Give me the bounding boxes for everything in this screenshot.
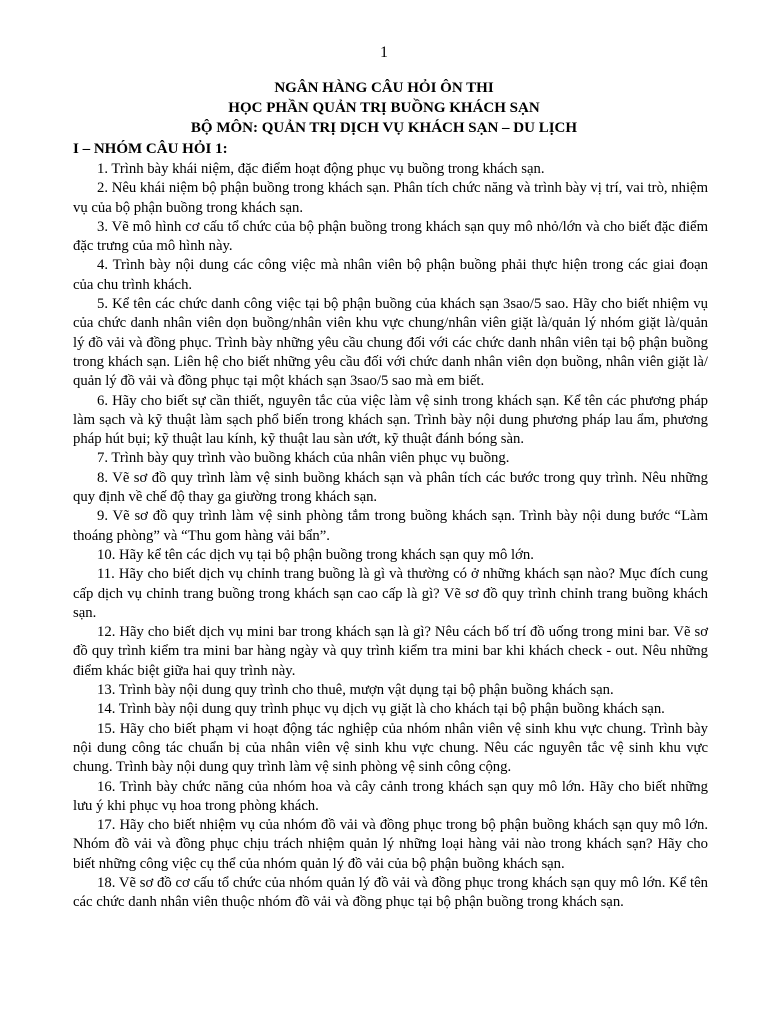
question-item: 7. Trình bày quy trình vào buồng khách của nhân viên phục vụ buồng.	[97, 450, 510, 467]
question-item: 2. Nêu khái niệm bộ phận buồng trong khách sạn. Phân tích chức năng và trình bày vị trí, vai trò, nhiệm vụ của bộ phận buồng trong khách sạn.	[73, 180, 708, 216]
question-item: 10. Hãy kể tên các dịch vụ tại bộ phận buồng trong khách sạn quy mô lớn.	[97, 546, 534, 563]
question-item: 17. Hãy cho biết nhiệm vụ của nhóm đồ vải và đồng phục trong bộ phận buồng khách sạn quy mô lớn. Nhóm đồ vải và đồng phục chịu trách nhiệm quản lý những loại hàng vải nào trong khách sạn? Hãy cho biết những công việc cụ thể của nhóm quản lý đồ vải của bộ phận buồng khách sạn.	[73, 817, 708, 872]
question-item: 14. Trình bày nội dung quy trình phục vụ dịch vụ giặt là cho khách tại bộ phận buồng khách sạn.	[97, 701, 665, 718]
header-title-line-3: BỘ MÔN: QUẢN TRỊ DỊCH VỤ KHÁCH SẠN – DU LỊCH	[190, 120, 578, 136]
question-item: 18. Vẽ sơ đồ cơ cấu tổ chức của nhóm quản lý đồ vải và đồng phục trong khách sạn quy mô lớn. Kể tên các chức danh nhân viên thuộc nhóm đồ vải và đồng phục tại bộ phận buồng trong khách sạn.	[73, 874, 708, 911]
question-item: 11. Hãy cho biết dịch vụ chỉnh trang buồng là gì và thường có ở những khách sạn nào? Mục đích cung cấp dịch vụ chỉnh trang buồng trong khách sạn cao cấp là gì? Vẽ sơ đồ quy trình chỉnh trang buồng khách sạn.	[73, 566, 708, 621]
header-title-line-1: NGÂN HÀNG CÂU HỎI ÔN THI	[274, 80, 494, 96]
question-item: 13. Trình bày nội dung quy trình cho thuê, mượn vật dụng tại bộ phận buồng khách sạn.	[97, 682, 614, 699]
question-item: 15. Hãy cho biết phạm vi hoạt động tác nghiệp của nhóm nhân viên vệ sinh khu vực chung. Trình bày nội dung công tác chuẩn bị của nhân viên vệ sinh khu vực chung. Nêu các nguyên tắc vệ sinh khu vực chung. Trình bày nội dung quy trình làm vệ sinh phòng vệ sinh công cộng.	[73, 720, 708, 776]
question-item: 5. Kể tên các chức danh công việc tại bộ phận buồng của khách sạn 3sao/5 sao. Hãy cho biết nhiệm vụ của chức danh nhân viên dọn buồng/nhân viên khu vực chung/nhân viên giặt là/quản lý nhóm giặt là/quản lý đồ vải và đồng phục. Trình bày những yêu cầu chung đối với các chức danh nhân viên tại bộ phận buồng trong khách sạn. Liên hệ cho biết những yêu cầu đối với chức danh nhân viên dọn buồng, nhân viên giặt là/ quản lý đồ vải và đồng phục tại một khách sạn 3sao/5 sao mà em biết.	[73, 296, 708, 390]
question-item: 6. Hãy cho biết sự cần thiết, nguyên tắc của việc làm vệ sinh trong khách sạn. Kể tên các phương pháp làm sạch và kỹ thuật làm sạch phổ biến trong khách sạn. Trình bày nội dung phương pháp lau ẩm, phương pháp hút bụi; kỹ thuật lau kính, kỹ thuật lau sàn ướt, kỹ thuật đánh bóng sàn.	[73, 392, 708, 448]
question-item: 12. Hãy cho biết dịch vụ mini bar trong khách sạn là gì? Nêu cách bố trí đồ uống trong mini bar. Vẽ sơ đồ quy trình kiểm tra mini bar hàng ngày và quy trình kiểm tra mini bar khi khách check - out. Nêu những điểm khác biệt giữa hai quy trình này.	[73, 624, 708, 679]
question-item: 1. Trình bày khái niệm, đặc điểm hoạt động phục vụ buồng trong khách sạn.	[97, 161, 545, 177]
question-item: 3. Vẽ mô hình cơ cấu tổ chức của bộ phận buồng trong khách sạn quy mô nhỏ/lớn và cho biết đặc điểm đặc trưng của mô hình này.	[73, 218, 708, 255]
document-header	[0, 78, 768, 138]
question-item: 4. Trình bày nội dung các công việc mà nhân viên bộ phận buồng phải thực hiện trong các giai đoạn của chu trình khách.	[73, 257, 708, 293]
question-item: 9. Vẽ sơ đồ quy trình làm vệ sinh phòng tắm trong buồng khách sạn. Trình bày nội dung bước “Làm thoáng phòng” và “Thu gom hàng vải bẩn”.	[73, 508, 708, 544]
page-number: 1	[380, 44, 388, 61]
section-title: I – NHÓM CÂU HỎI 1:	[73, 141, 228, 157]
question-list	[73, 160, 708, 913]
question-item: 8. Vẽ sơ đồ quy trình làm vệ sinh buồng khách sạn và phân tích các bước trong quy trình. Nêu những quy định về chế độ thay ga giường trong khách sạn.	[73, 469, 708, 506]
question-item: 16. Trình bày chức năng của nhóm hoa và cây cảnh trong khách sạn quy mô lớn. Hãy cho biết những lưu ý khi phục vụ hoa trong phòng khách.	[73, 778, 708, 814]
header-title-line-2: HỌC PHẦN QUẢN TRỊ BUỒNG KHÁCH SẠN	[228, 100, 540, 116]
